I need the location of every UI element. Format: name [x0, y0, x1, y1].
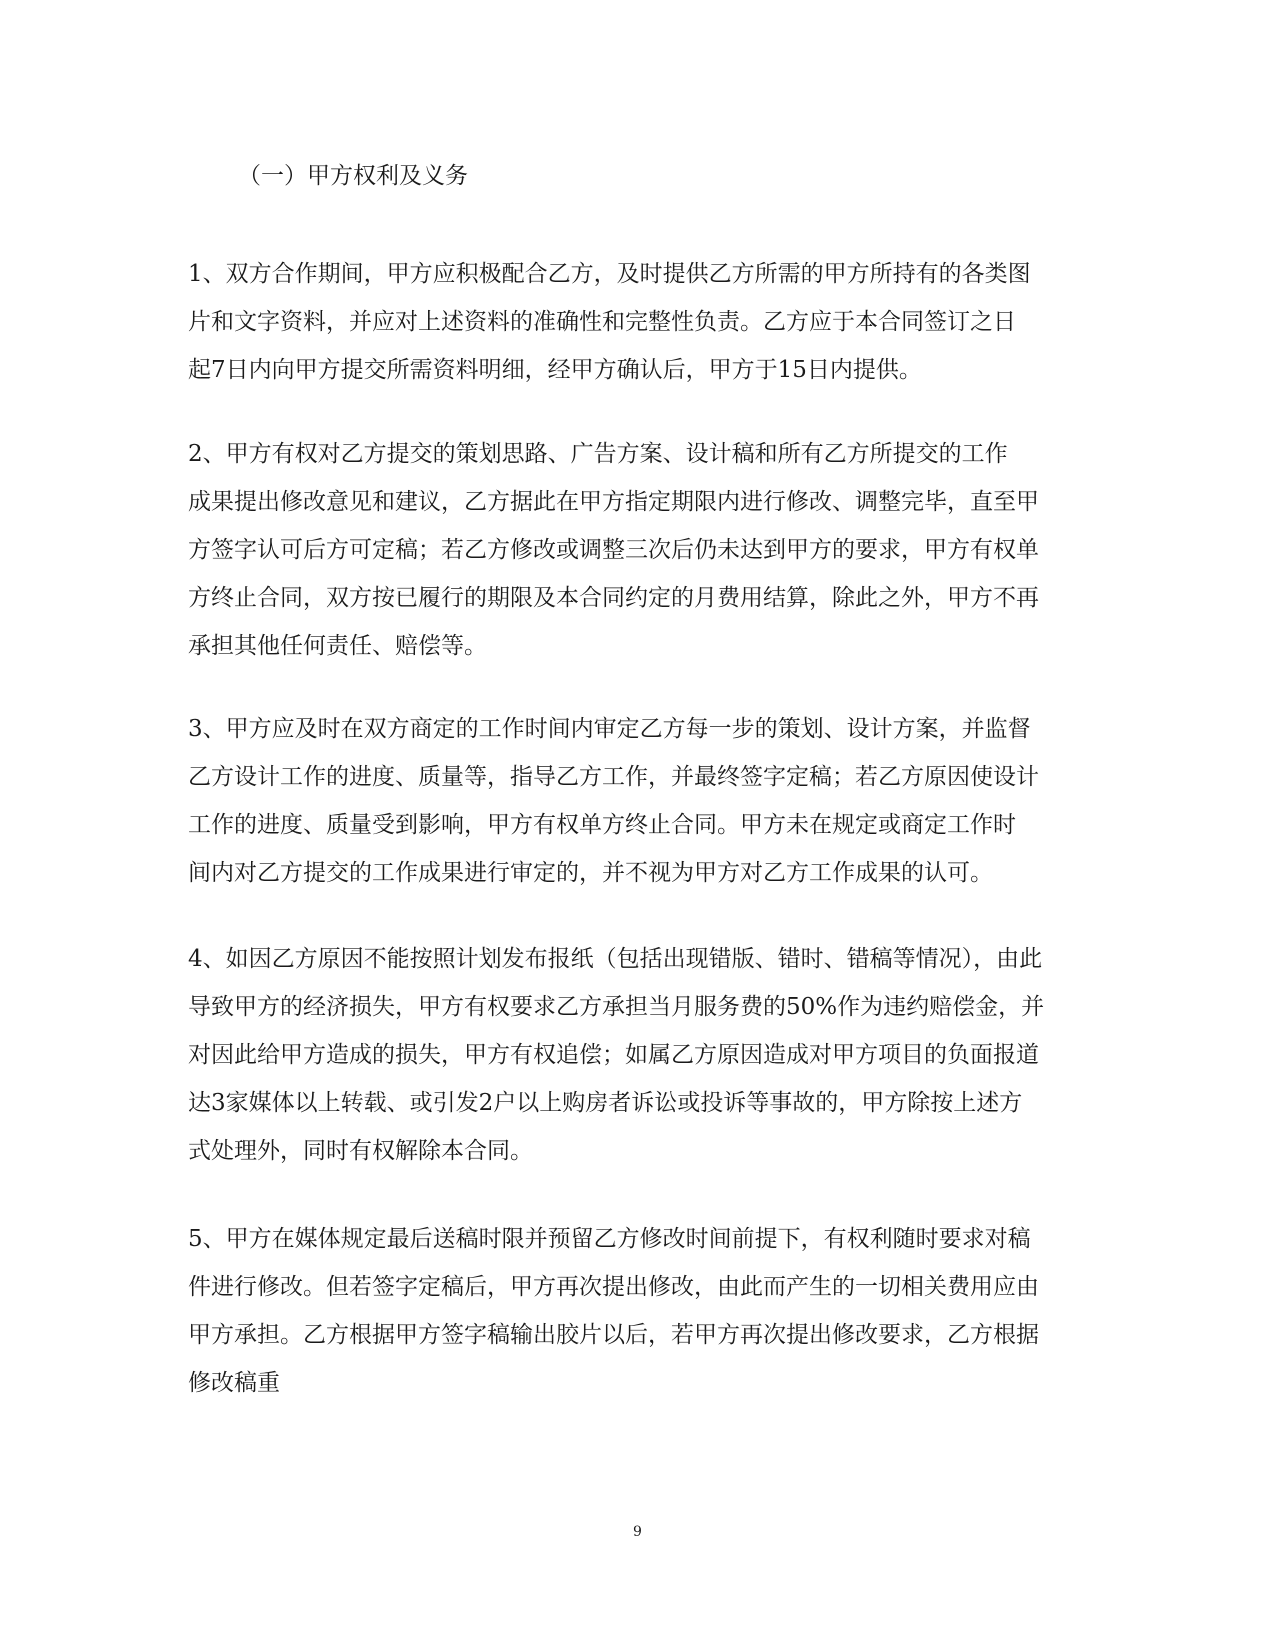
paragraph-line: 达3家媒体以上转载、或引发2户以上购房者诉讼或投诉等事故的，甲方除按上述方: [188, 1090, 1023, 1116]
paragraph-line: 2、甲方有权对乙方提交的策划思路、广告方案、设计稿和所有乙方所提交的工作: [188, 441, 1008, 467]
paragraph-line: 成果提出修改意见和建议，乙方据此在甲方指定期限内进行修改、调整完毕，直至甲: [188, 489, 1039, 515]
paragraph-line: 3、甲方应及时在双方商定的工作时间内审定乙方每一步的策划、设计方案，并监督: [188, 716, 1031, 742]
paragraph-4: [188, 935, 1088, 1175]
paragraph-3: [188, 705, 1088, 897]
paragraph-line: 乙方设计工作的进度、质量等，指导乙方工作，并最终签字定稿；若乙方原因使设计: [188, 764, 1039, 790]
paragraph-line: 对因此给甲方造成的损失，甲方有权追偿；如属乙方原因造成对甲方项目的负面报道: [188, 1042, 1039, 1068]
paragraph-line: 5、甲方在媒体规定最后送稿时限并预留乙方修改时间前提下，有权利随时要求对稿: [188, 1226, 1031, 1252]
paragraph-5: [188, 1215, 1088, 1407]
paragraph-line: 件进行修改。但若签字定稿后，甲方再次提出修改，由此而产生的一切相关费用应由: [188, 1274, 1039, 1300]
paragraph-2: [188, 430, 1088, 670]
paragraph-line: 间内对乙方提交的工作成果进行审定的，并不视为甲方对乙方工作成果的认可。: [188, 860, 993, 886]
paragraph-line: 修改稿重: [188, 1370, 280, 1396]
paragraph-line: 方终止合同，双方按已履行的期限及本合同约定的月费用结算，除此之外，甲方不再: [188, 585, 1039, 611]
paragraph-line: 导致甲方的经济损失，甲方有权要求乙方承担当月服务费的50%作为违约赔偿金，并: [188, 994, 1045, 1020]
paragraph-line: 甲方承担。乙方根据甲方签字稿输出胶片以后，若甲方再次提出修改要求，乙方根据: [188, 1322, 1039, 1348]
paragraph-line: 1、双方合作期间，甲方应积极配合乙方，及时提供乙方所需的甲方所持有的各类图: [188, 261, 1031, 287]
paragraph-line: 方签字认可后方可定稿；若乙方修改或调整三次后仍未达到甲方的要求，甲方有权单: [188, 537, 1039, 563]
paragraph-1: [188, 250, 1088, 394]
paragraph-line: 式处理外，同时有权解除本合同。: [188, 1138, 533, 1164]
section-heading: （一）甲方权利及义务: [238, 163, 468, 189]
page-number: 9: [633, 1524, 642, 1540]
paragraph-line: 4、如因乙方原因不能按照计划发布报纸（包括出现错版、错时、错稿等情况），由此: [188, 946, 1043, 972]
paragraph-line: 工作的进度、质量受到影响，甲方有权单方终止合同。甲方未在规定或商定工作时: [188, 812, 1016, 838]
paragraph-line: 起7日内向甲方提交所需资料明细，经甲方确认后，甲方于15日内提供。: [188, 357, 922, 383]
paragraph-line: 承担其他任何责任、赔偿等。: [188, 633, 487, 659]
paragraph-line: 片和文字资料，并应对上述资料的准确性和完整性负责。乙方应于本合同签订之日: [188, 309, 1016, 335]
